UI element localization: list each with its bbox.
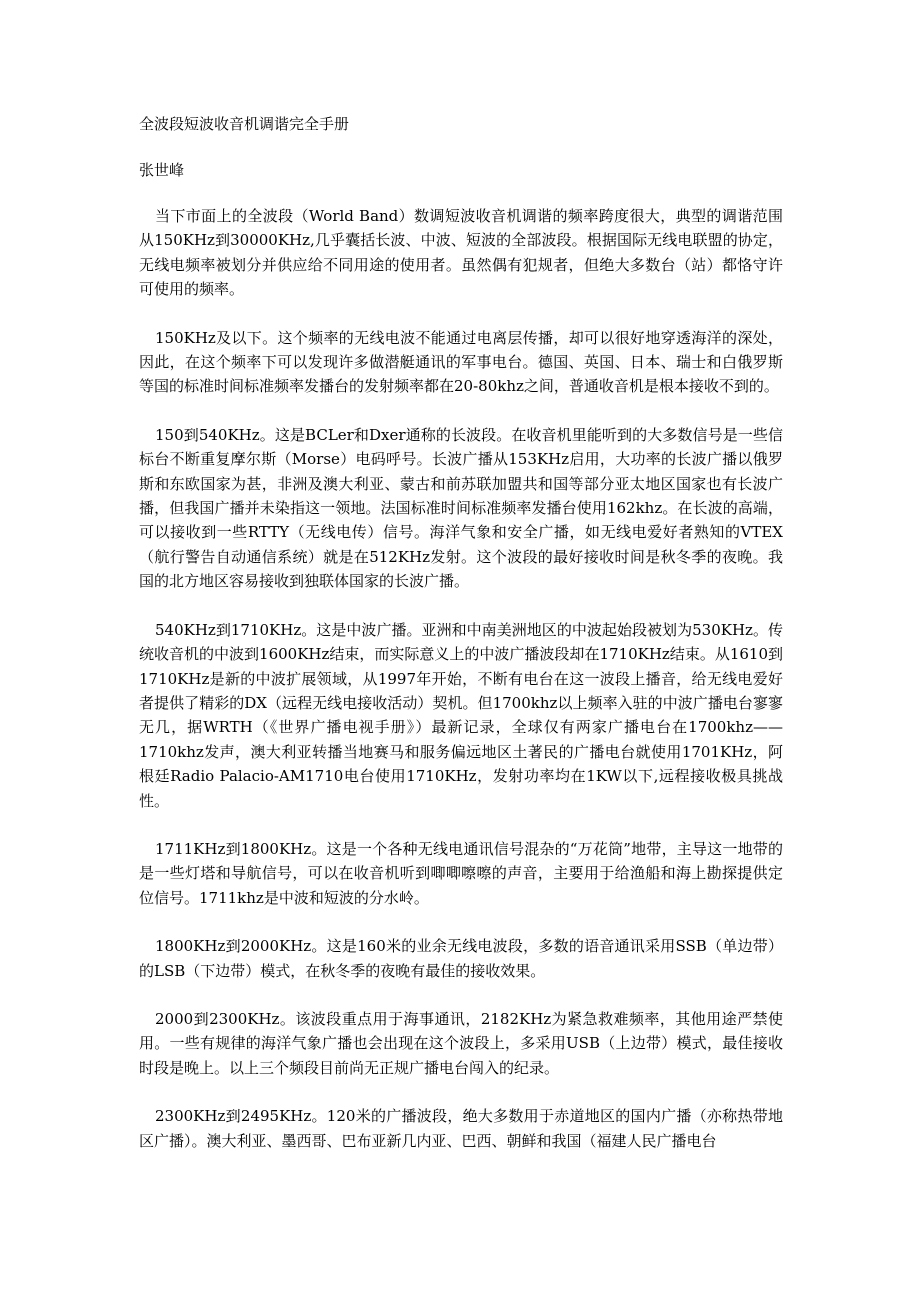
paragraph-longwave: 150到540KHz。这是BCLer和Dxer通称的长波段。在收音机里能听到的大多数信号是一些信标台不断重复摩尔斯（Morse）电码呼号。长波广播从153KHz启用，大功率的长波广播以俄罗斯和东欧国家为甚，非洲及澳大利亚、蒙古和前苏联加盟共和国等部分亚太地区国家也有长波广播，但我国广播并未染指这一领地。法国标准时间标准频率发播台使用162khz。在长波的高端，可以接收到一些RTTY（无线电传）信号。海洋气象和安全广播，如无线电爱好者熟知的VTEX（航行警告自动通信系统）就是在512KHz发射。这个波段的最好接收时间是秋冬季的夜晚。我国的北方地区容易接收到独联体国家的长波广播。 bbox=[139, 425, 783, 591]
paragraph-mediumwave: 540KHz到1710KHz。这是中波广播。亚洲和中南美洲地区的中波起始段被划为530KHz。传统收音机的中波到1600KHz结束，而实际意义上的中波广播波段却在1710KHz结束。从1610到1710KHz是新的中波扩展领域，从1997年开始，不断有电台在这一波段上播音，给无线电爱好者提供了精彩的DX（远程无线电接收活动）契机。但1700khz以上频率入驻的中波广播电台寥寥无几，据WRTH（《世界广播电视手册》）最新记录，全球仅有两家广播电台在1700khz——1710khz发声，澳大利亚转播当地赛马和服务偏远地区土著民的广播电台就使用1701KHz，阿根廷Radio Palacio-AM1710电台使用1710KHz，发射功率均在1KW以下,远程接收极具挑战性。 bbox=[139, 620, 783, 810]
paragraph-2300-2495khz: 2300KHz到2495KHz。120米的广播波段，绝大多数用于赤道地区的国内广播（亦称热带地区广播）。澳大利亚、墨西哥、巴布亚新几内亚、巴西、朝鲜和我国（福建人民广播电台 bbox=[139, 1107, 783, 1150]
paragraph-1711-1800khz: 1711KHz到1800KHz。这是一个各种无线电通讯信号混杂的“万花筒”地带，主导这一地带的是一些灯塔和导航信号，可以在收音机听到唧唧嚓嚓的声音，主要用于给渔船和海上勘探提供定位信号。1711khz是中波和短波的分水岭。 bbox=[139, 839, 783, 907]
document-author: 张世峰 bbox=[139, 161, 185, 179]
document-title: 全波段短波收音机调谐完全手册 bbox=[139, 115, 350, 133]
document-page bbox=[139, 112, 783, 1153]
paragraph-2000-2300khz: 2000到2300KHz。该波段重点用于海事通讯，2182KHz为紧急救难频率，其他用途严禁使用。一些有规律的海洋气象广播也会出现在这个波段上，多采用USB（上边带）模式，最佳接收时段是晚上。以上三个频段目前尚无正规广播电台闯入的纪录。 bbox=[139, 1009, 783, 1077]
paragraph-1800-2000khz: 1800KHz到2000KHz。这是160米的业余无线电波段，多数的语音通讯采用SSB（单边带）的LSB（下边带）模式，在秋冬季的夜晚有最佳的接收效果。 bbox=[139, 937, 783, 980]
paragraph-150khz-below: 150KHz及以下。这个频率的无线电波不能通过电离层传播，却可以很好地穿透海洋的深处，因此，在这个频率下可以发现许多做潜艇通讯的军事电台。德国、英国、日本、瑞士和白俄罗斯等国的标准时间标准频率发播台的发射频率都在20-80khz之间，普通收音机是根本接收不到的。 bbox=[139, 328, 783, 396]
paragraph-intro: 当下市面上的全波段（World Band）数调短波收音机调谐的频率跨度很大，典型的调谐范围从150KHz到30000KHz,几乎囊括长波、中波、短波的全部波段。根据国际无线电联盟的协定，无线电频率被划分并供应给不同用途的使用者。虽然偶有犯规者，但绝大多数台（站）都恪守许可使用的频率。 bbox=[139, 207, 783, 299]
